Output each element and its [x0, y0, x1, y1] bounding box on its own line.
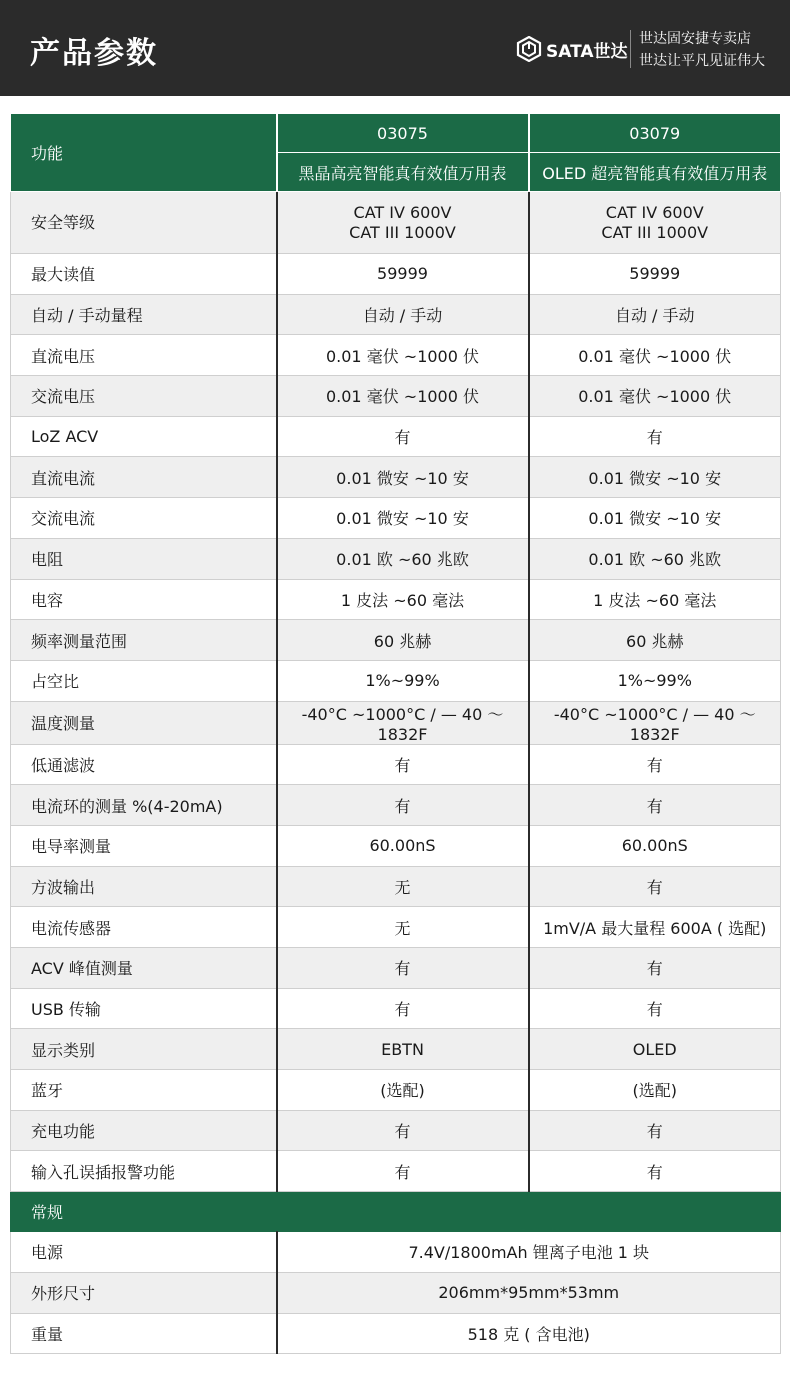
table-row	[11, 192, 781, 254]
section-header-row	[11, 1192, 781, 1232]
row-value-model-1: 有	[277, 785, 529, 826]
row-value-model-2: 1%~99%	[529, 660, 781, 701]
row-value-model-1: 0.01 毫伏 ~1000 伏	[277, 335, 529, 376]
row-value-model-2: 有	[529, 866, 781, 907]
row-value-model-1: (选配)	[277, 1070, 529, 1111]
row-label: 交流电流	[11, 498, 277, 539]
row-value-model-1: -40°C ~1000°C / — 40 〜 1832F	[277, 701, 529, 744]
table-row	[11, 376, 781, 417]
store-name: 世达固安捷专卖店	[639, 31, 751, 47]
row-value-model-1: 0.01 微安 ~10 安	[277, 498, 529, 539]
table-row	[11, 498, 781, 539]
table-row	[11, 1070, 781, 1111]
section-title-general: 常规	[11, 1192, 781, 1232]
row-value: 206mm*95mm*53mm	[277, 1272, 781, 1313]
model-code-2: 03079	[529, 114, 781, 153]
row-label: 充电功能	[11, 1110, 277, 1151]
row-label: 输入孔误插报警功能	[11, 1151, 277, 1192]
table-row	[11, 744, 781, 785]
row-value-model-2: 有	[529, 948, 781, 989]
row-value-model-2: 59999	[529, 254, 781, 295]
row-value-model-1: 0.01 毫伏 ~1000 伏	[277, 376, 529, 417]
row-label: 电源	[11, 1232, 277, 1273]
row-label: 温度测量	[11, 701, 277, 744]
row-label: 占空比	[11, 660, 277, 701]
value-line: CAT IV 600V	[605, 202, 704, 222]
row-label: USB 传输	[11, 988, 277, 1029]
table-row	[11, 1151, 781, 1192]
row-value-model-1: 有	[277, 988, 529, 1029]
row-value-model-1: 0.01 微安 ~10 安	[277, 457, 529, 498]
table-row	[11, 416, 781, 457]
row-value-model-2: 有	[529, 785, 781, 826]
table-row	[11, 620, 781, 661]
brand-logo	[516, 34, 628, 64]
row-value-model-2: 0.01 微安 ~10 安	[529, 498, 781, 539]
table-header-row	[11, 114, 781, 153]
row-label: 安全等级	[11, 192, 277, 254]
row-value-model-2: 有	[529, 416, 781, 457]
sata-logo-icon	[516, 36, 542, 62]
row-value-model-2: 60.00nS	[529, 825, 781, 866]
row-label: 电阻	[11, 538, 277, 579]
row-value-model-2: 有	[529, 744, 781, 785]
row-value-model-2: 0.01 毫伏 ~1000 伏	[529, 376, 781, 417]
row-value-model-2: 60 兆赫	[529, 620, 781, 661]
row-label: ACV 峰值测量	[11, 948, 277, 989]
row-value-model-2: 0.01 欧 ~60 兆欧	[529, 538, 781, 579]
row-label: LoZ ACV	[11, 416, 277, 457]
row-label: 方波输出	[11, 866, 277, 907]
row-label: 频率测量范围	[11, 620, 277, 661]
spec-table	[10, 113, 781, 1354]
row-value-model-2: 0.01 微安 ~10 安	[529, 457, 781, 498]
row-value-model-1: 有	[277, 948, 529, 989]
row-value-model-2: 有	[529, 988, 781, 1029]
store-info	[639, 28, 765, 72]
row-value-model-2: 有	[529, 1151, 781, 1192]
table-row	[11, 1232, 781, 1273]
row-value-model-2: 1 皮法 ~60 毫法	[529, 579, 781, 620]
row-value-model-2: 1mV/A 最大量程 600A ( 选配)	[529, 907, 781, 948]
row-label: 外形尺寸	[11, 1272, 277, 1313]
table-row	[11, 1272, 781, 1313]
row-value-model-2: OLED	[529, 1029, 781, 1070]
row-value-model-2: -40°C ~1000°C / — 40 〜 1832F	[529, 701, 781, 744]
row-label: 电容	[11, 579, 277, 620]
row-label: 直流电压	[11, 335, 277, 376]
row-label: 交流电压	[11, 376, 277, 417]
row-label: 低通滤波	[11, 744, 277, 785]
row-value-model-1: 无	[277, 907, 529, 948]
row-value-model-1: 1%~99%	[277, 660, 529, 701]
row-label: 自动 / 手动量程	[11, 294, 277, 335]
table-row	[11, 660, 781, 701]
table-row	[11, 294, 781, 335]
row-value-model-1: 自动 / 手动	[277, 294, 529, 335]
value-line: CAT IV 600V	[353, 202, 452, 222]
table-row	[11, 538, 781, 579]
model-name-2: OLED 超亮智能真有效值万用表	[529, 153, 781, 192]
row-label: 电流环的测量 %(4-20mA)	[11, 785, 277, 826]
page-title: 产品参数	[30, 36, 158, 71]
brand-divider	[630, 30, 631, 68]
row-value: 518 克 ( 含电池)	[277, 1313, 781, 1354]
row-value-model-1: 60 兆赫	[277, 620, 529, 661]
table-row	[11, 1029, 781, 1070]
row-label: 蓝牙	[11, 1070, 277, 1111]
row-value-model-1: 有	[277, 1151, 529, 1192]
row-value-model-1: 无	[277, 866, 529, 907]
table-row	[11, 335, 781, 376]
row-value-model-1: 1 皮法 ~60 毫法	[277, 579, 529, 620]
row-label: 电流传感器	[11, 907, 277, 948]
table-row	[11, 907, 781, 948]
value-line: CAT III 1000V	[349, 222, 456, 242]
row-value-model-1: EBTN	[277, 1029, 529, 1070]
table-row	[11, 254, 781, 295]
brand-name: SATA世达	[546, 41, 628, 62]
row-label: 电导率测量	[11, 825, 277, 866]
model-name-1: 黑晶高亮智能真有效值万用表	[277, 153, 529, 192]
row-value-model-1: 有	[277, 1110, 529, 1151]
row-label: 直流电流	[11, 457, 277, 498]
table-row	[11, 1313, 781, 1354]
row-value-model-2: 0.01 毫伏 ~1000 伏	[529, 335, 781, 376]
store-slogan: 世达让平凡见证伟大	[639, 53, 765, 69]
row-value-model-1: 0.01 欧 ~60 兆欧	[277, 538, 529, 579]
page-header	[0, 0, 790, 96]
table-row	[11, 785, 781, 826]
model-code-1: 03075	[277, 114, 529, 153]
table-row	[11, 1110, 781, 1151]
row-label: 显示类别	[11, 1029, 277, 1070]
row-label: 重量	[11, 1313, 277, 1354]
row-value-model-1	[277, 192, 529, 254]
row-value-model-1: 有	[277, 744, 529, 785]
table-row	[11, 701, 781, 744]
table-row	[11, 988, 781, 1029]
row-value-model-2: 自动 / 手动	[529, 294, 781, 335]
table-row	[11, 825, 781, 866]
value-line: CAT III 1000V	[601, 222, 709, 242]
table-row	[11, 457, 781, 498]
table-row	[11, 866, 781, 907]
column-header-function: 功能	[11, 114, 277, 192]
row-value-model-2: 有	[529, 1110, 781, 1151]
table-row	[11, 948, 781, 989]
row-value-model-2: (选配)	[529, 1070, 781, 1111]
row-value-model-1: 有	[277, 416, 529, 457]
row-value-model-1: 60.00nS	[277, 825, 529, 866]
table-row	[11, 579, 781, 620]
row-value: 7.4V/1800mAh 锂离子电池 1 块	[277, 1232, 781, 1273]
row-label: 最大读值	[11, 254, 277, 295]
row-value-model-1: 59999	[277, 254, 529, 295]
row-value-model-2	[529, 192, 781, 254]
